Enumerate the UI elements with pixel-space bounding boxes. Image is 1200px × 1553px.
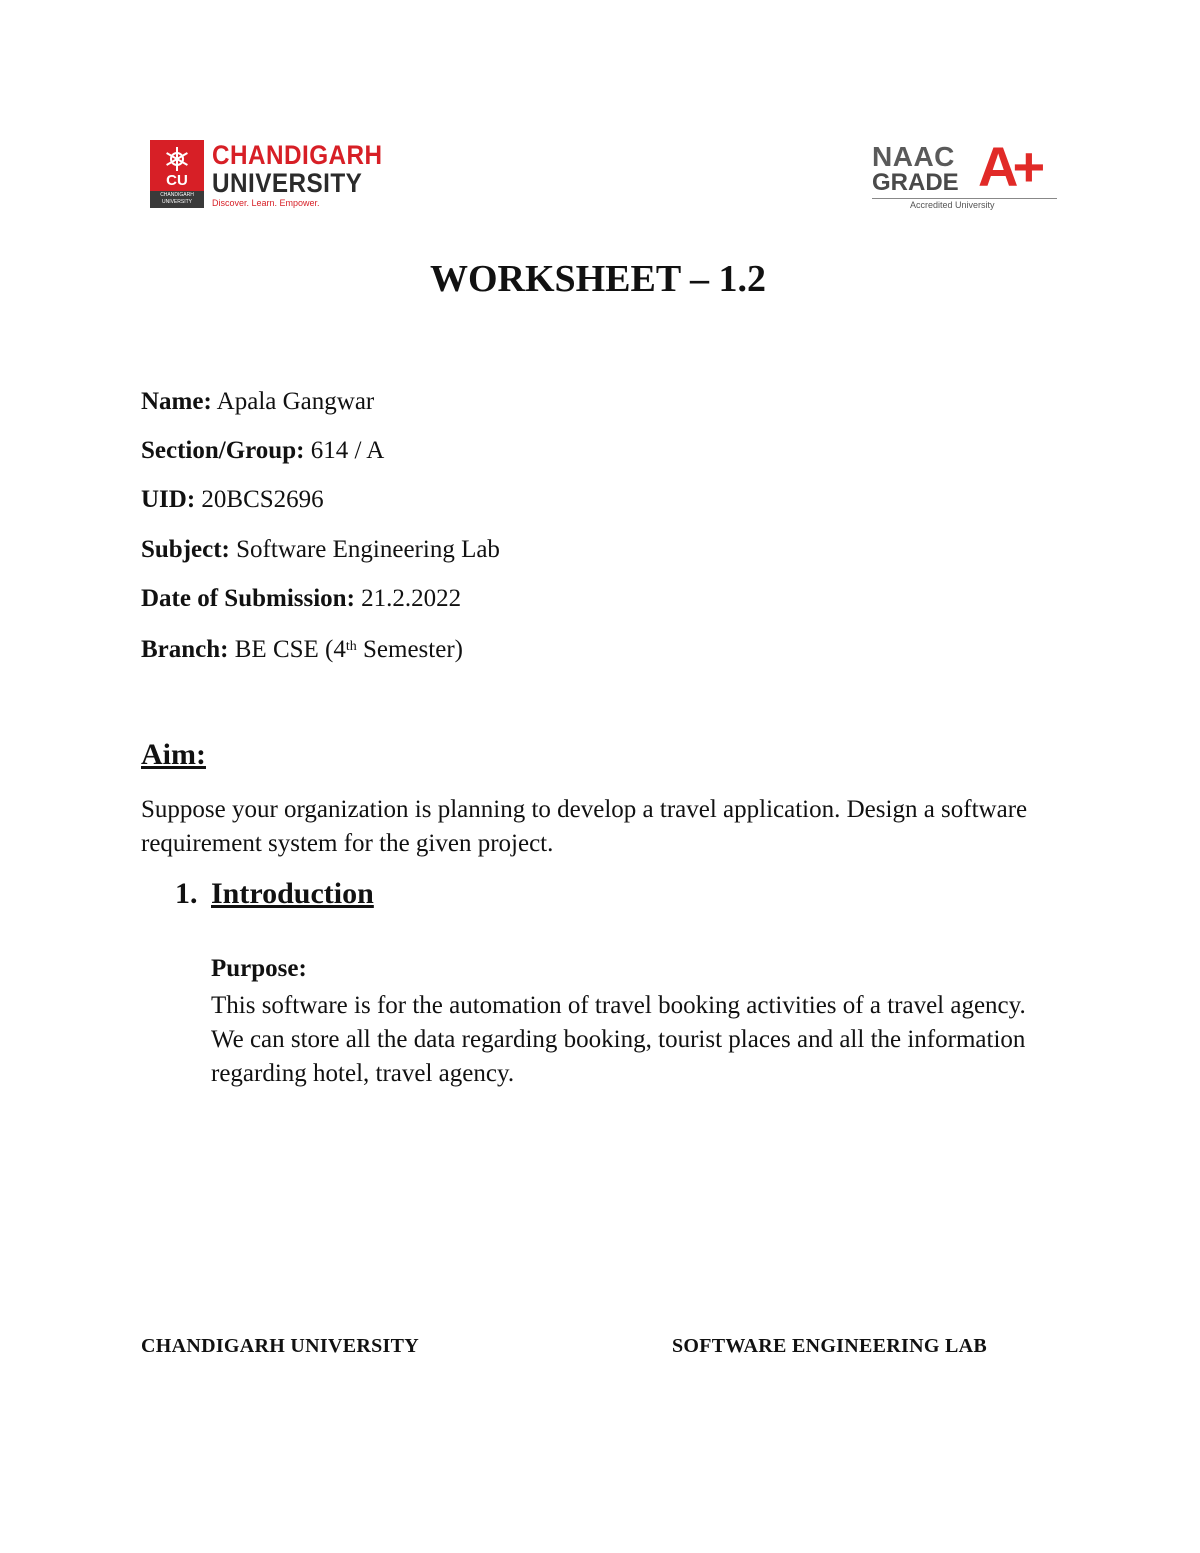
info-uid-label: UID: <box>141 486 196 513</box>
info-date-value: 21.2.2022 <box>354 585 462 612</box>
info-uid-value: 20BCS2696 <box>195 486 324 513</box>
info-branch-label: Branch: <box>141 636 229 663</box>
info-branch-value-pre: BE CSE (4 <box>228 636 346 663</box>
cu-emblem-band: CHANDIGARH UNIVERSITY <box>150 191 204 208</box>
cu-tagline: Discover. Learn. Empower. <box>212 198 320 208</box>
purpose-text: This software is for the automation of travel booking activities of a travel agency. We can store all the data regarding booking, tourist places and all the information regarding hotel, travel agency. <box>211 992 1026 1087</box>
naac-grade-value: A+ <box>978 135 1040 198</box>
footer-right: SOFTWARE ENGINEERING LAB <box>672 1335 988 1357</box>
info-branch-value-sup: th <box>345 639 357 654</box>
introduction-number: 1. <box>175 877 198 910</box>
aim-heading: Aim: <box>141 738 206 771</box>
naac-logo <box>870 135 1060 213</box>
naac-subtext: Accredited University <box>910 200 995 210</box>
naac-line1: NAAC <box>872 141 955 172</box>
info-date-label: Date of Submission: <box>141 585 355 612</box>
info-section-value: 614 / A <box>304 437 385 464</box>
info-branch <box>141 635 463 665</box>
info-section-label: Section/Group: <box>141 437 305 464</box>
info-section <box>141 436 384 466</box>
info-name-value: Apala Gangwar <box>211 388 375 415</box>
footer-left: CHANDIGARH UNIVERSITY <box>141 1335 419 1357</box>
info-subject-label: Subject: <box>141 536 230 563</box>
cu-name-line1: CHANDIGARH <box>212 140 383 170</box>
chandigarh-university-logo <box>150 140 390 212</box>
naac-divider <box>872 198 1057 199</box>
info-subject <box>141 535 500 565</box>
info-name <box>141 387 374 417</box>
info-subject-value: Software Engineering Lab <box>229 536 500 563</box>
purpose-label: Purpose: <box>211 955 307 982</box>
cu-name-line2: UNIVERSITY <box>212 168 363 198</box>
worksheet-title: WORKSHEET – 1.2 <box>429 258 767 300</box>
introduction-heading: Introduction <box>211 877 374 910</box>
aim-text: Suppose your organization is planning to develop a travel application. Design a software requirement system for the given project. <box>141 796 1028 857</box>
info-branch-value-post: Semester) <box>356 636 463 663</box>
info-uid <box>141 485 324 515</box>
naac-line2: GRADE <box>872 169 959 196</box>
info-name-label: Name: <box>141 388 212 415</box>
cu-emblem-text: CU <box>166 172 188 189</box>
snowflake-icon <box>163 145 191 173</box>
cu-emblem <box>150 140 204 208</box>
info-date <box>141 584 461 614</box>
